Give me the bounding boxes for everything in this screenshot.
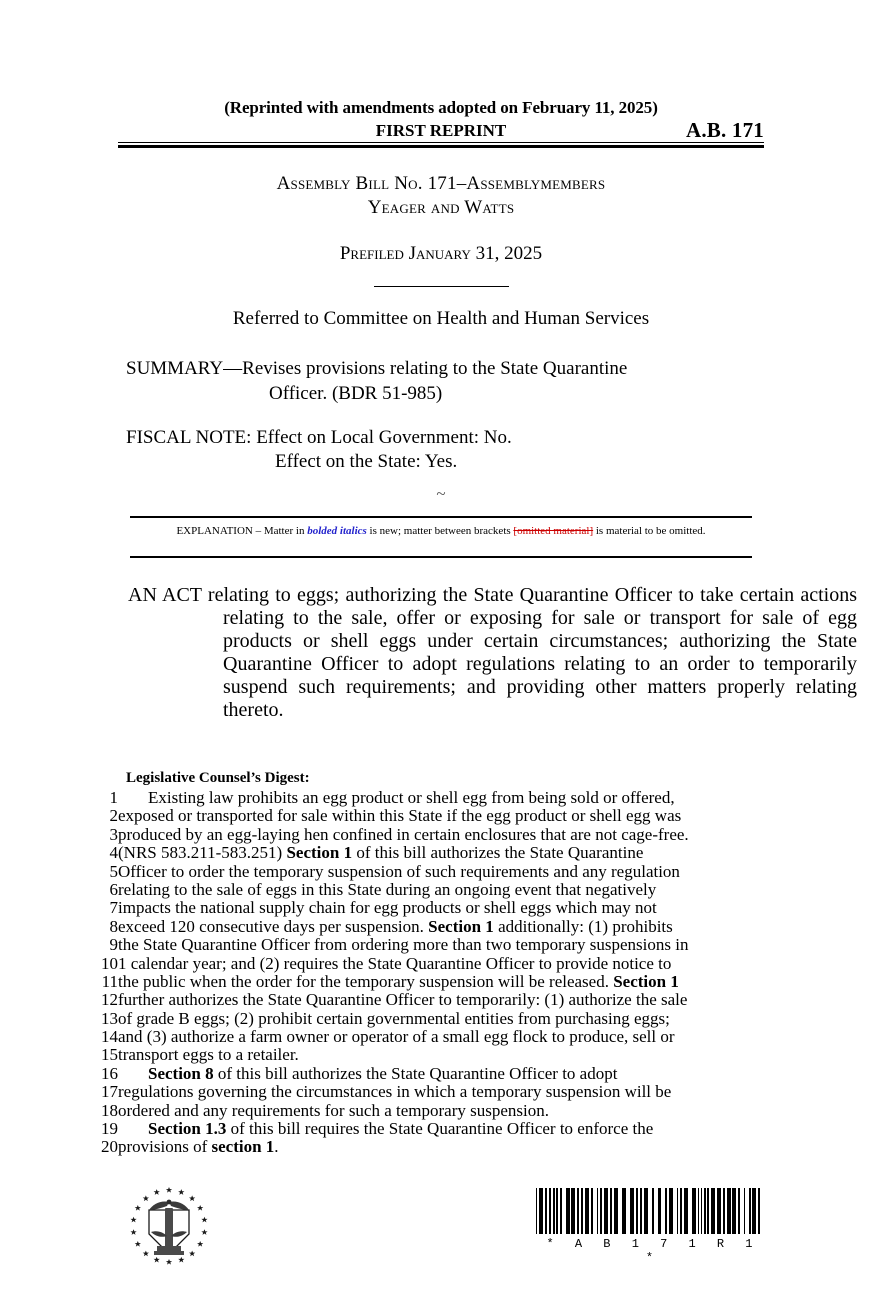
digest-line-number: 15 — [101, 1045, 118, 1065]
tilde-separator: ~ — [436, 484, 446, 503]
barcode-bars — [536, 1188, 764, 1234]
bill-title-line1: Assembly Bill No. 171–Assemblymembers — [276, 173, 606, 194]
digest-line-text: of grade B eggs; (2) prohibit certain governmental entities from purchasing eggs; — [118, 1008, 670, 1028]
digest-line — [85, 918, 765, 936]
digest-line-text: regulations governing the circumstances in which a temporary suspension will be — [118, 1082, 672, 1102]
digest-line — [85, 936, 765, 954]
digest-line — [85, 1120, 765, 1138]
digest-line — [85, 1028, 765, 1046]
explanation-omitted-matter: [omitted material] — [513, 525, 594, 537]
barcode-bar — [760, 1188, 764, 1234]
committee-referral: Referred to Committee on Health and Human Services — [232, 308, 650, 329]
explanation-note — [130, 524, 752, 539]
digest-line-text: produced by an egg-laying hen confined in certain enclosures that are not cage-free. — [118, 824, 689, 844]
digest-line — [85, 844, 765, 862]
digest-line-number: 18 — [101, 1100, 118, 1120]
digest-line — [85, 1046, 765, 1064]
digest-line-text: further authorizes the State Quarantine Officer to temporarily: (1) authorize the sale — [118, 990, 688, 1010]
title-divider — [374, 286, 509, 287]
digest-line-text: relating to the sale of eggs in this State during an ongoing event that negatively — [118, 879, 657, 899]
an-act-block: AN ACT relating to eggs; authorizing the State Quarantine Officer to take certain actions relating to the sale, offer or exposing for sale or transport for sale of egg products or shell eggs under certain circumstances; authorizing the State Quarantine Officer to adopt regulations relating to an order to temporarily suspend such requirements; and providing other matters properly relating thereto. — [128, 584, 858, 721]
digest-line — [85, 991, 765, 1009]
header-divider — [118, 142, 764, 148]
bill-title-block — [118, 172, 764, 287]
digest-line-number: 4 — [109, 843, 118, 863]
digest-line-number: 12 — [101, 990, 118, 1010]
prefiled-date: Prefiled January 31, 2025 — [339, 243, 543, 264]
nevada-state-seal-icon — [127, 1182, 211, 1268]
explanation-top-divider — [130, 516, 752, 518]
explanation-new-matter: bolded italics — [307, 525, 367, 537]
barcode — [536, 1188, 764, 1265]
digest-line — [85, 1138, 765, 1156]
digest-line — [85, 1065, 765, 1083]
digest-line-number: 14 — [101, 1027, 118, 1047]
digest-line-number: 16 — [101, 1063, 118, 1083]
digest-line-number: 5 — [109, 861, 118, 881]
digest-line-text: impacts the national supply chain for egg products or shell eggs which may not — [118, 898, 657, 918]
digest-line-number: 3 — [109, 824, 118, 844]
digest-line-number: 20 — [101, 1137, 118, 1157]
digest-line-number: 9 — [109, 935, 118, 955]
digest-title: Legislative Counsel’s Digest: — [126, 770, 310, 786]
an-act-label: AN ACT — [128, 584, 208, 606]
digest-line — [85, 826, 765, 844]
summary-block — [126, 356, 760, 406]
fiscal-note-label: FISCAL NOTE: — [126, 427, 252, 448]
digest-line-number: 11 — [101, 971, 118, 991]
digest-line-text: (NRS 583.211-583.251) Section 1 of this bill authorizes the State Quarantine — [118, 843, 644, 863]
digest-line-text: and (3) authorize a farm owner or operator of a small egg flock to produce, sell or — [118, 1027, 675, 1047]
explanation-bottom-divider — [130, 556, 752, 558]
reprint-notice: (Reprinted with amendments adopted on February 11, 2025) — [224, 98, 658, 117]
digest-line — [85, 955, 765, 973]
digest-line-text: provisions of section 1. — [118, 1137, 279, 1157]
digest-line — [85, 1102, 765, 1120]
digest-line-text: transport eggs to a retailer. — [118, 1045, 299, 1065]
digest-line-text: exposed or transported for sale within this State if the egg product or shell egg was — [118, 806, 682, 826]
digest-line — [85, 899, 765, 917]
digest-line-text: Officer to order the temporary suspension of such requirements and any regulation — [118, 861, 680, 881]
barcode-label: * A B 1 7 1 R 1 * — [546, 1237, 760, 1265]
digest-line — [85, 881, 765, 899]
digest-line-number: 7 — [109, 898, 118, 918]
digest-line-number: 1 — [109, 788, 118, 807]
digest-line-text: the public when the order for the temporary suspension will be released. Section 1 — [118, 971, 679, 991]
digest-line-text: Section 8 of this bill authorizes the State Quarantine Officer to adopt — [148, 1063, 618, 1083]
digest-line-number: 13 — [101, 1008, 118, 1028]
explanation-middle: is new; matter between brackets — [366, 525, 514, 537]
digest-line-text: 1 calendar year; and (2) requires the State Quarantine Officer to provide notice to — [118, 953, 672, 973]
fiscal-note-local: Effect on Local Government: No. — [256, 427, 512, 448]
digest-line-number: 6 — [109, 879, 118, 899]
bill-title-line2: Yeager and Watts — [367, 197, 515, 218]
digest-line-number: 2 — [109, 806, 118, 826]
digest-line-text: exceed 120 consecutive days per suspension. Section 1 additionally: (1) prohibits — [118, 916, 673, 936]
bill-number: A.B. 171 — [685, 118, 764, 142]
digest-line — [85, 807, 765, 825]
reprint-header — [118, 98, 764, 142]
digest-line — [85, 1010, 765, 1028]
explanation-prefix: EXPLANATION – Matter in — [176, 525, 308, 537]
fiscal-note-state: Effect on the State: Yes. — [275, 451, 458, 472]
digest-line-number: 19 — [101, 1119, 118, 1139]
digest-line — [85, 789, 765, 807]
digest-line-text: ordered and any requirements for such a temporary suspension. — [118, 1100, 550, 1120]
digest-body — [85, 789, 765, 1157]
summary-label: SUMMARY—Revises provisions relating to the State Quarantine — [126, 358, 628, 379]
digest-line-text: Section 1.3 of this bill requires the State Quarantine Officer to enforce the — [148, 1119, 654, 1139]
digest-line-text: the State Quarantine Officer from ordering more than two temporary suspensions in — [118, 935, 689, 955]
summary-line2: Officer. (BDR 51-985) — [269, 383, 443, 404]
digest-line-number: 17 — [101, 1082, 118, 1102]
digest-line — [85, 973, 765, 991]
digest-line — [85, 863, 765, 881]
fiscal-note-block — [126, 426, 766, 474]
digest-line-text: Existing law prohibits an egg product or shell egg from being sold or offered, — [148, 788, 675, 807]
digest-line-number: 8 — [109, 916, 118, 936]
digest-line-number: 10 — [101, 953, 118, 973]
reprint-label: FIRST REPRINT — [375, 121, 507, 140]
explanation-suffix: is material to be omitted. — [593, 525, 706, 537]
digest-line — [85, 1083, 765, 1101]
